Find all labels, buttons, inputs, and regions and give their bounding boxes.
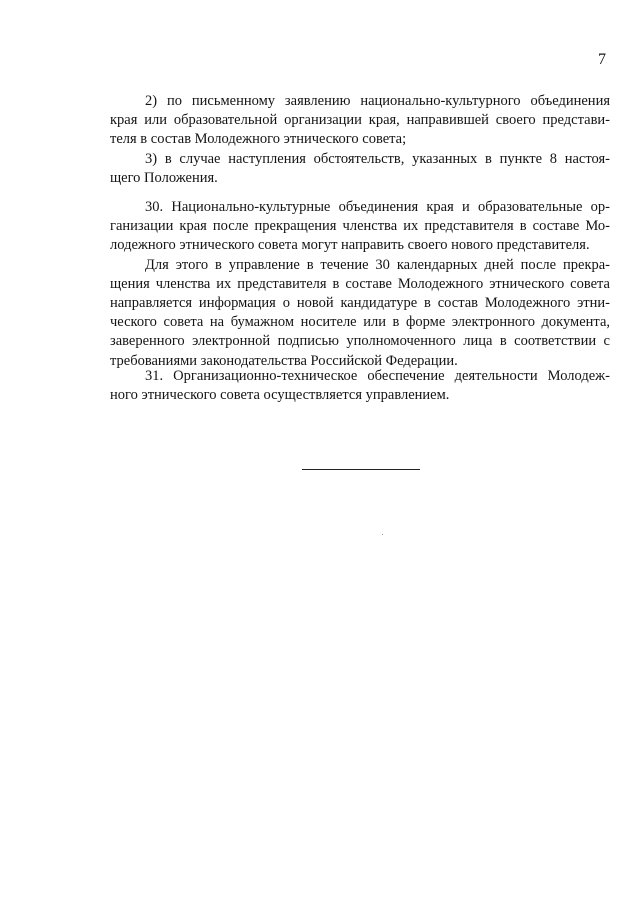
text-line: ного этнического совета осуществляется управлением. [110,387,450,404]
text-line: Для этого в управление в течение 30 календарных дней после прекра- [145,256,610,273]
paragraph-items-2-3 [110,92,610,188]
paragraph-clause-30 [110,198,610,371]
text-line: щения членства их представителя в составе Молодежного этнического совета [110,275,610,292]
text-line: края или образовательной организации края, направившей своего представи- [110,112,610,129]
text-line: лодежного этнического совета могут направить своего нового представителя. [110,237,590,254]
end-separator-line [302,469,420,470]
text-line: заверенного электронной подписью уполномоченного лица в соответствии с [110,333,610,350]
text-line: требованиями законодательства Российской Федерации. [110,352,458,369]
text-line: направляется информация о новой кандидатуре в состав Молодежного этни- [110,295,610,312]
text-line: 3) в случае наступления обстоятельств, указанных в пункте 8 настоя- [145,150,610,167]
paragraph-clause-31 [110,367,610,405]
text-line: 2) по письменному заявлению национально-культурного объединения [145,93,610,109]
scan-speck [382,534,383,535]
text-line: 30. Национально-культурные объединения края и образовательные ор- [145,199,610,215]
text-line: теля в состав Молодежного этнического совета; [110,131,407,148]
text-line: ческого совета на бумажном носителе или в форме электронного документа, [110,314,610,331]
text-line: ганизации края после прекращения членства их представителя в составе Мо- [110,218,610,235]
text-line: щего Положения. [110,169,218,186]
page-number: 7 [598,51,606,68]
text-line: 31. Организационно-техническое обеспечение деятельности Молодеж- [145,368,610,384]
